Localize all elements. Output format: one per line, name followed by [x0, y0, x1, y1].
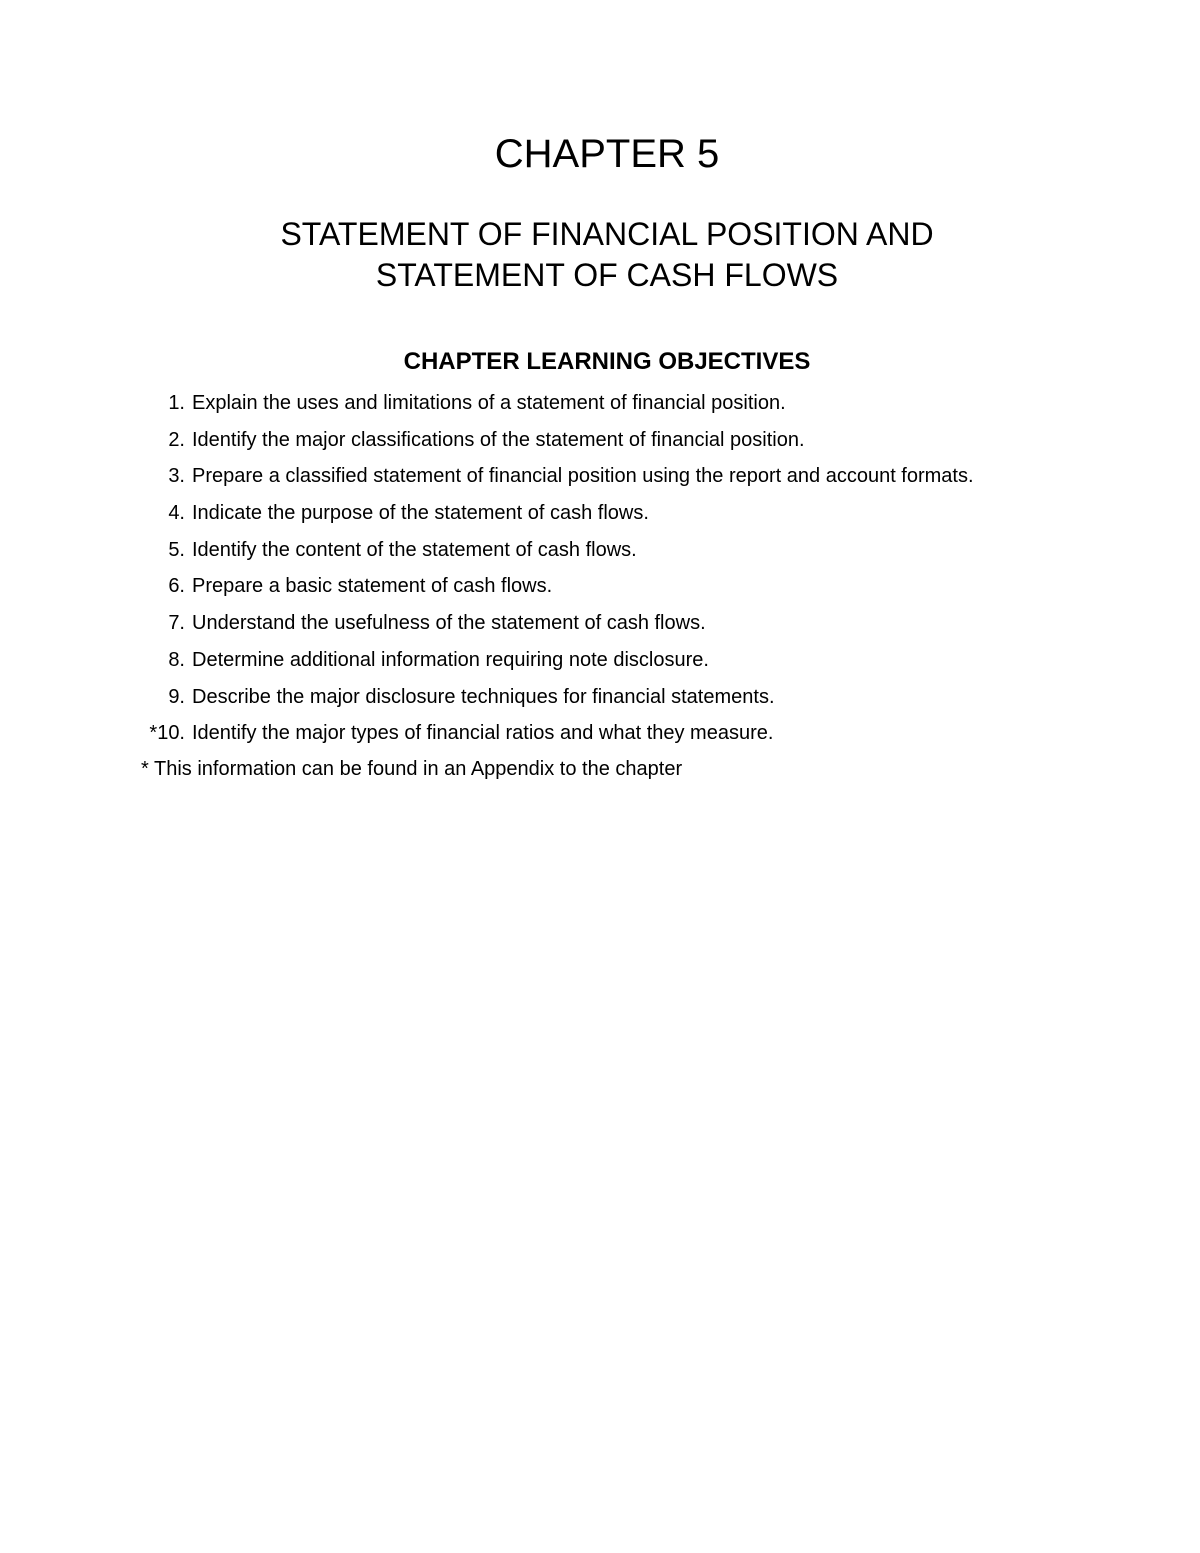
objective-number: 1. — [168, 392, 185, 414]
objective-number: *10. — [149, 722, 185, 745]
objective-text: Identify the major types of financial ratios and what they measure. — [192, 722, 774, 745]
objective-item — [0, 646, 1200, 683]
objective-number: 5. — [168, 538, 185, 561]
objective-number: 2. — [168, 428, 185, 451]
objective-number: 3. — [168, 465, 185, 488]
objective-item — [0, 572, 1200, 609]
objectives-list — [0, 389, 1200, 756]
objective-number: 9. — [168, 685, 185, 708]
objective-item — [0, 536, 1200, 573]
objective-item — [0, 609, 1200, 646]
objective-text: Determine additional information requiring note disclosure. — [192, 648, 709, 671]
objective-number: 4. — [168, 502, 185, 525]
appendix-footnote: * This information can be found in an Appendix to the chapter — [141, 758, 683, 780]
chapter-title — [0, 214, 1200, 296]
objective-item — [0, 499, 1200, 536]
objective-item — [0, 426, 1200, 463]
objective-text: Prepare a basic statement of cash flows. — [192, 575, 553, 598]
objective-item — [0, 683, 1200, 720]
chapter-title-line-1: STATEMENT OF FINANCIAL POSITION AND — [280, 216, 934, 252]
objective-text: Explain the uses and limitations of a statement of financial position. — [192, 392, 786, 414]
objective-item — [0, 462, 1200, 499]
objective-text: Prepare a classified statement of financial position using the report and account formats. — [192, 465, 974, 488]
objective-text: Identify the major classifications of the statement of financial position. — [192, 428, 805, 451]
objective-text: Describe the major disclosure techniques for financial statements. — [192, 685, 775, 708]
objective-number: 7. — [168, 612, 185, 635]
objective-number: 6. — [168, 575, 185, 598]
objective-item — [0, 389, 1200, 426]
objective-number: 8. — [168, 648, 185, 671]
chapter-title-line-2: STATEMENT OF CASH FLOWS — [375, 257, 839, 293]
objective-text: Understand the usefulness of the statement of cash flows. — [192, 612, 706, 635]
objectives-heading: CHAPTER LEARNING OBJECTIVES — [403, 348, 811, 375]
objective-text: Indicate the purpose of the statement of cash flows. — [192, 502, 649, 525]
chapter-number: CHAPTER 5 — [494, 132, 720, 176]
objective-text: Identify the content of the statement of cash flows. — [192, 538, 637, 561]
objective-item — [0, 719, 1200, 756]
